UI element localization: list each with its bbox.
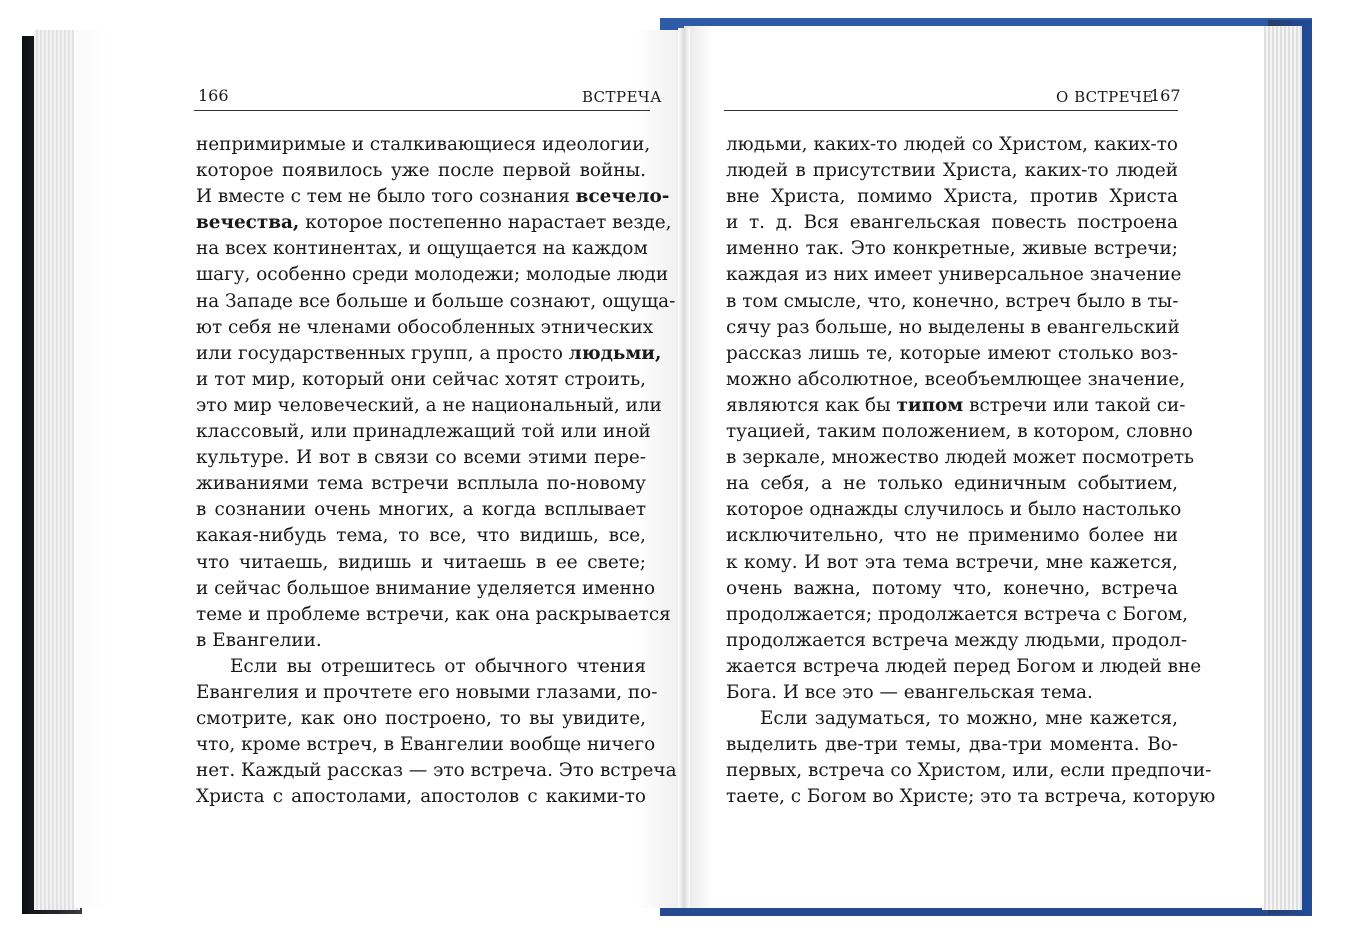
text-line <box>196 602 671 628</box>
text-run: исключительно, что не применимо более ни <box>726 525 1178 547</box>
text-line <box>196 236 646 262</box>
text-run: очень важна, потому что, конечно, встреча <box>726 577 1178 599</box>
text-run: Христа с апостолами, апостолов с какими-то <box>196 786 646 808</box>
text-line <box>196 471 646 497</box>
text-run: первых, встреча со Христом, или, если предпочи- <box>726 760 1212 782</box>
text-run: вне Христа, помимо Христа, против Христа <box>726 186 1178 208</box>
page-edges-right <box>1262 26 1302 910</box>
text-line <box>196 550 646 576</box>
left-page-number: 166 <box>198 86 229 105</box>
text-line <box>196 680 658 706</box>
text-line <box>196 445 646 471</box>
text-run: в том смысле, что, конечно, встреч было в ты- <box>726 290 1179 312</box>
text-line <box>196 628 646 654</box>
bold-text: всечело- <box>575 186 670 208</box>
text-run: сячу раз больше, но выделены в евангельский <box>726 316 1180 338</box>
text-line <box>726 158 1178 184</box>
text-run: в Евангелии. <box>196 629 322 651</box>
left-header-rule <box>194 110 650 111</box>
text-run: Бога. И все это — евангельская тема. <box>726 681 1093 703</box>
text-run: это мир человеческий, а не национальный, или <box>196 394 662 416</box>
text-line <box>726 132 1178 158</box>
text-run: Евангелия и прочтете его новыми глазами, по- <box>196 681 658 703</box>
text-line <box>726 628 1188 654</box>
text-line <box>196 758 677 784</box>
text-run: в сознании очень многих, а когда всплывает <box>196 499 646 521</box>
text-line <box>196 419 651 445</box>
text-line <box>726 262 1182 288</box>
text-run: И вместе с тем не было того сознания <box>196 186 576 208</box>
text-run: встречи или такой си- <box>963 394 1186 416</box>
text-line <box>196 784 646 810</box>
text-run: к кому. И вот эта тема встречи, мне кажется, <box>726 551 1178 573</box>
text-run: ют себя не членами обособленных этнических <box>196 316 654 338</box>
text-line <box>726 497 1182 523</box>
text-run: людей в присутствии Христа, каких-то людей <box>726 160 1178 182</box>
text-line <box>196 184 670 210</box>
text-line <box>196 393 662 419</box>
text-run: жается встреча людей перед Богом и людей вне <box>726 655 1202 677</box>
text-line <box>726 758 1212 784</box>
text-run: смотрите, как оно построено, то вы увидите, <box>196 708 646 730</box>
right-page-body <box>726 132 1216 810</box>
text-run: выделить две-три темы, два-три момента. Во- <box>726 734 1178 756</box>
text-line <box>726 471 1178 497</box>
bold-text: типом <box>896 394 964 416</box>
text-line <box>726 184 1178 210</box>
text-line <box>196 367 646 393</box>
book-gutter <box>678 28 690 908</box>
text-line <box>196 262 669 288</box>
text-run: и сейчас большое внимание уделяется именно <box>196 577 656 599</box>
text-run: нет. Каждый рассказ — это встреча. Это встреча <box>196 760 677 782</box>
text-line <box>196 210 672 236</box>
text-line <box>196 523 646 549</box>
text-run: являются как бы <box>726 394 897 416</box>
text-run: или государственных групп, а просто <box>196 342 569 364</box>
text-line <box>726 236 1178 262</box>
text-run: рассказ лишь те, которые имеют столько воз- <box>726 342 1178 364</box>
text-line <box>726 576 1178 602</box>
text-run: можно абсолютное, всеобъемлющее значение, <box>726 368 1186 390</box>
text-run: которое однажды случилось и было настолько <box>726 499 1182 521</box>
text-line <box>726 706 1178 732</box>
text-line <box>726 393 1186 419</box>
text-run: на всех континентах, и ощущается на каждом <box>196 238 648 260</box>
text-line <box>726 550 1178 576</box>
text-line <box>726 210 1178 236</box>
bold-text: вечества, <box>196 212 300 234</box>
text-run: живаниями тема встречи всплыла по-новому <box>196 473 646 495</box>
text-run: шагу, особенно среди молодежи; молодые люди <box>196 264 669 286</box>
text-line <box>196 132 651 158</box>
text-run: какая-нибудь тема, то все, что видишь, все, <box>196 525 646 547</box>
text-line <box>726 367 1186 393</box>
text-line <box>196 576 656 602</box>
left-page-body <box>196 132 677 810</box>
text-run: которое появилось уже после первой войны. <box>196 160 646 182</box>
text-run: Если вы отрешитесь от обычного чтения <box>230 655 646 677</box>
text-run: туацией, таким положением, в котором, словно <box>726 421 1193 443</box>
text-line <box>726 602 1188 628</box>
text-run: непримиримые и сталкивающиеся идеологии, <box>196 134 651 155</box>
text-run: что, кроме встреч, в Евангелии вообще ничего <box>196 734 656 756</box>
text-line <box>196 732 656 758</box>
text-run: и тот мир, который они сейчас хотят строить, <box>196 368 646 390</box>
text-run: которое постепенно нарастает везде, <box>299 212 672 234</box>
text-run: на Западе все больше и больше сознают, ощуща- <box>196 290 676 312</box>
text-line <box>726 315 1178 341</box>
right-header-rule <box>724 110 1178 111</box>
text-line <box>196 341 662 367</box>
text-run: Если задуматься, то можно, мне кажется, <box>760 708 1178 730</box>
text-line <box>196 315 654 341</box>
right-page-number: 167 <box>1150 86 1181 105</box>
text-run: таете, с Богом во Христе; это та встреча, которую <box>726 786 1216 808</box>
text-line <box>726 732 1178 758</box>
text-line <box>196 706 646 732</box>
text-line <box>196 497 646 523</box>
text-run: продолжается; продолжается встреча с Богом, <box>726 603 1188 625</box>
text-run: именно так. Это конкретные, живые встречи; <box>726 238 1178 260</box>
text-run: в зеркале, множество людей может посмотреть <box>726 447 1195 469</box>
left-running-title: ВСТРЕЧА <box>582 88 663 106</box>
text-line <box>196 158 646 184</box>
bold-text: людьми, <box>568 342 662 364</box>
text-run: что читаешь, видишь и читаешь в ее свете; <box>196 551 646 573</box>
text-line <box>726 289 1178 315</box>
text-line <box>726 784 1216 810</box>
text-run: культуре. И вот в связи со всеми этими пере- <box>196 447 646 469</box>
text-line <box>196 289 676 315</box>
text-line <box>726 419 1193 445</box>
text-line <box>726 445 1195 471</box>
text-line <box>726 341 1178 367</box>
right-running-title: О ВСТРЕЧЕ <box>1056 88 1154 106</box>
text-run: классовый, или принадлежащий той или иной <box>196 421 651 443</box>
text-run: и т. д. Вся евангельская повесть построена <box>726 212 1178 234</box>
text-line <box>196 654 646 680</box>
text-run: людьми, каких-то людей со Христом, каких-то <box>726 134 1178 155</box>
text-run: на себя, а не только единичным событием, <box>726 473 1178 495</box>
text-run: теме и проблеме встречи, как она раскрывается <box>196 603 671 625</box>
text-line <box>726 654 1202 680</box>
text-line <box>726 523 1178 549</box>
text-run: продолжается встреча между людьми, продол- <box>726 629 1188 651</box>
text-run: каждая из них имеет универсальное значение <box>726 264 1182 286</box>
text-line <box>726 680 1178 706</box>
